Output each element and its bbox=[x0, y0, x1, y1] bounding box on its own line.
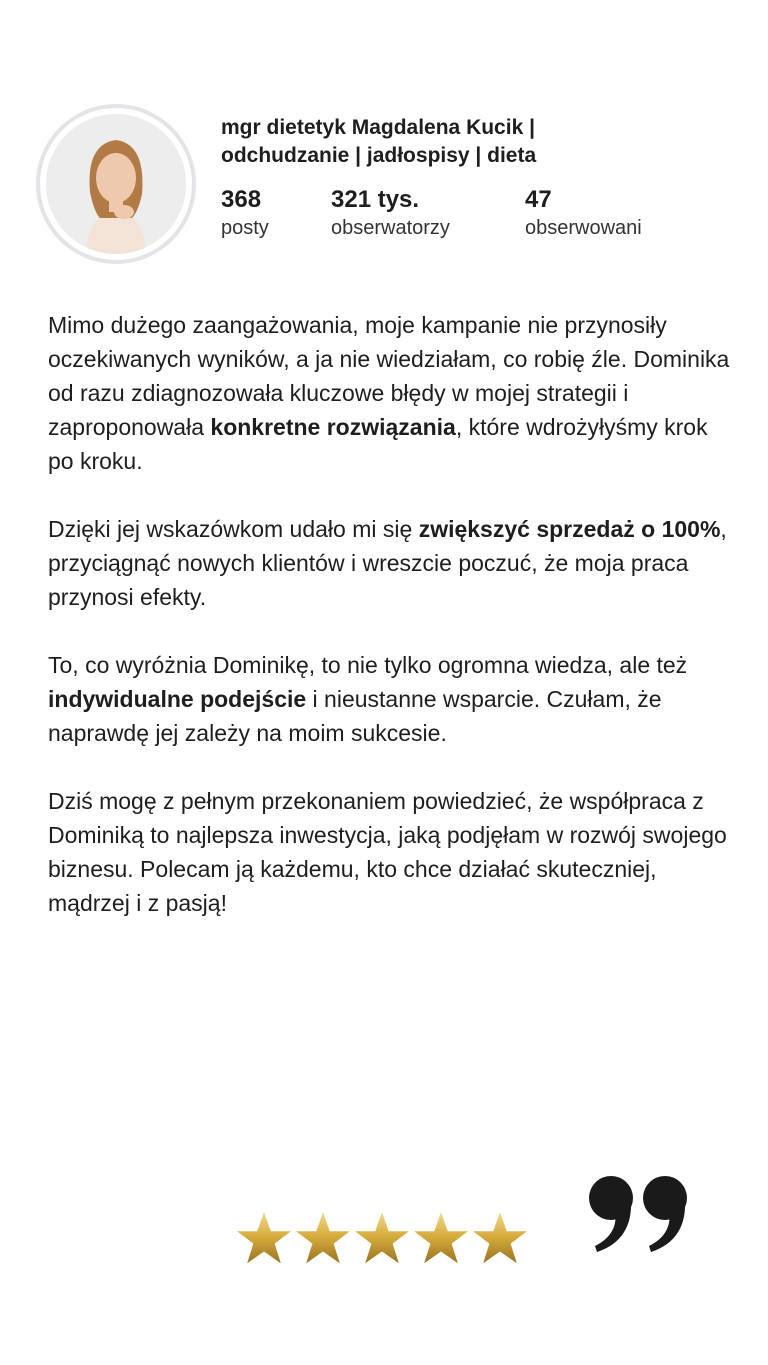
star-icon bbox=[472, 1210, 528, 1266]
star-icon bbox=[413, 1210, 469, 1266]
testimonial-text bbox=[48, 308, 738, 954]
p3-text-end: i nieustanne wsparcie. Czułam, że naprawdę jej zależy na moim sukcesie. bbox=[48, 686, 662, 746]
profile-name-line-2: odchudzanie | jadłospisy | dieta bbox=[221, 144, 537, 167]
star-icon bbox=[295, 1210, 351, 1266]
testimonial-paragraph-1 bbox=[48, 308, 738, 478]
stat-posts-label: posty bbox=[221, 217, 269, 239]
profile-header bbox=[36, 104, 736, 274]
p1-text-end: , które wdrożyłyśmy krok po kroku. bbox=[48, 414, 708, 474]
p2-text-end: , przyciągnąć nowych klientów i wreszcie poczuć, że moja praca przynosi efekty. bbox=[48, 516, 727, 610]
p3-highlight: indywidualne podejście bbox=[48, 686, 307, 712]
profile-stats bbox=[221, 186, 701, 246]
profile-name bbox=[221, 114, 661, 170]
testimonial-paragraph-3 bbox=[48, 648, 738, 750]
profile-name-line-1: mgr dietetyk Magdalena Kucik | bbox=[221, 116, 535, 139]
testimonial-paragraph-4: Dziś mogę z pełnym przekonaniem powiedzieć, że współpraca z Dominiką to najlepsza inwestycja, jaką podjęłam w rozwój swojego biznesu. Polecam ją każdemu, kto chce działać skuteczniej, mądrzej i z pasją! bbox=[48, 788, 727, 916]
stat-followers[interactable] bbox=[331, 186, 450, 242]
testimonial-paragraph-2 bbox=[48, 512, 738, 614]
stat-posts[interactable] bbox=[221, 186, 269, 242]
stat-following-value: 47 bbox=[525, 186, 552, 213]
quote-mark-icon bbox=[585, 1170, 695, 1260]
p2-text-start: Dzięki jej wskazówkom udało mi się bbox=[48, 516, 419, 542]
stat-followers-value: 321 tys. bbox=[331, 186, 420, 213]
stat-following-label: obserwowani bbox=[525, 217, 642, 239]
stat-posts-value: 368 bbox=[221, 186, 262, 213]
p1-text-start: Mimo dużego zaangażowania, moje kampanie nie przynosiły oczekiwanych wyników, a ja nie wiedziałam, co robię źle. Dominika od razu zdiagnozowała kluczowe błędy w mojej strategii i zaproponowała bbox=[48, 312, 730, 440]
star-icon bbox=[236, 1210, 292, 1266]
stat-followers-label: obserwatorzy bbox=[331, 217, 450, 239]
p3-text-start: To, co wyróżnia Dominikę, to nie tylko ogromna wiedza, ale też bbox=[48, 652, 688, 678]
star-rating bbox=[236, 1210, 536, 1266]
p2-highlight: zwiększyć sprzedaż o 100% bbox=[418, 516, 721, 542]
avatar[interactable] bbox=[36, 104, 196, 264]
star-icon bbox=[354, 1210, 410, 1266]
avatar-photo bbox=[46, 114, 186, 254]
p1-highlight: konkretne rozwiązania bbox=[210, 414, 456, 440]
stat-following[interactable] bbox=[525, 186, 642, 242]
